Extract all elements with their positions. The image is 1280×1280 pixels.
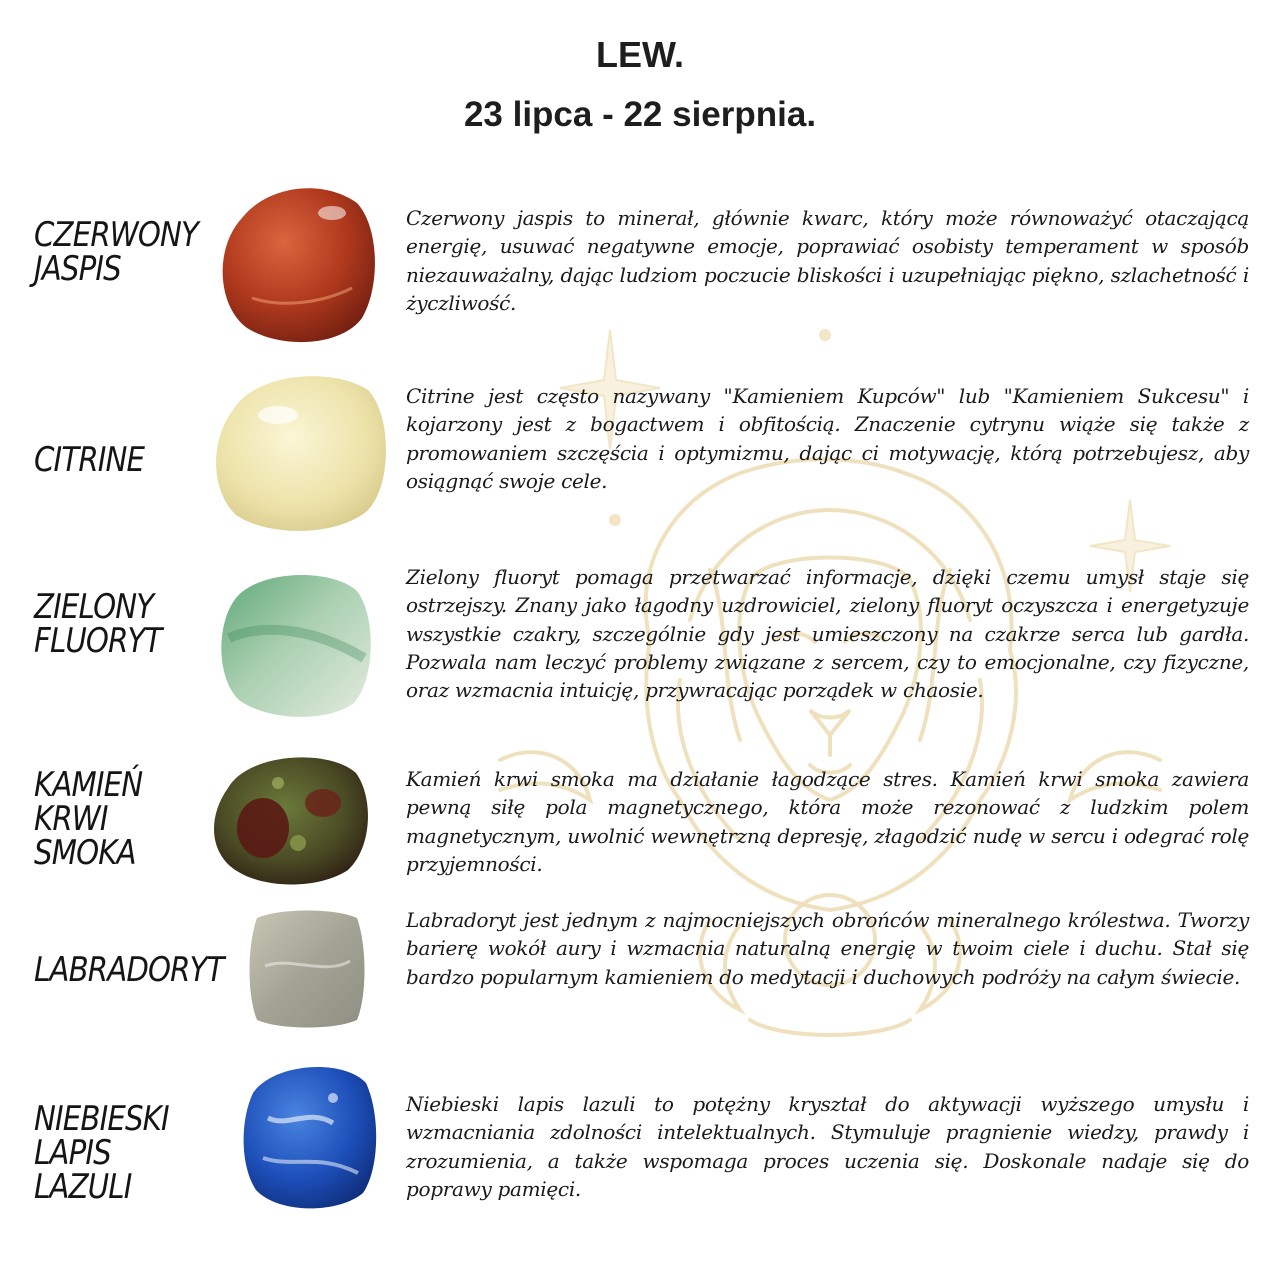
citrine-stone-icon: [208, 365, 392, 537]
header: [0, 30, 1280, 140]
stone-name: LABRADORYT: [34, 950, 224, 990]
zodiac-sign-title: LEW.: [596, 34, 684, 75]
stone-name: NIEBIESKI LAPIS LAZULI: [34, 1099, 169, 1207]
stone-name: KAMIEŃ KRWI SMOKA: [34, 765, 143, 873]
labradorite-stone-icon: [245, 906, 367, 1032]
zodiac-date-range: 23 lipca - 22 sierpnia.: [463, 95, 817, 134]
stone-description: Czerwony jaspis to minerał, głównie kwarc, który może równoważyć otaczającą energię, usuwać negatywne emocje, poprawiać osobisty temperament w sposób niezauważalny, dając ludziom poczucie bliskości i uzupełniając piękno, szlachetność i życzliwość.: [406, 206, 1249, 315]
stone-name: CITRINE: [34, 440, 145, 480]
red-jasper-stone-icon: [212, 178, 378, 348]
stone-description: Labradoryt jest jednym z najmocniejszych obrońców mineralnego królestwa. Tworzy barierę wokół aury i wzmacnia naturalną energię w twoim ciele i duchu. Stał się bardzo popularnym kamieniem do medytacji i duchowych podróży na całym świecie.: [406, 908, 1249, 989]
dragon-blood-stone-icon: [208, 748, 372, 888]
stone-name: ZIELONY FLUORYT: [34, 587, 162, 661]
stone-description: Zielony fluoryt pomaga przetwarzać informacje, dzięki czemu umysł staje się ostrzejszy. Znany jako łagodny uzdrowiciel, zielony fluoryt oczyszcza i energetyzuje wszystkie czakry, szczególnie gdy jest umieszczony na czakrze serca lub gardła. Pozwala nam leczyć problemy związane z sercem, czy to emocjonalne, czy fizyczne, oraz wzmacnia intuicję, przywracając porządek w chaosie.: [406, 565, 1249, 703]
stone-description: Citrine jest często nazywany "Kamieniem Kupców" lub "Kamieniem Sukcesu" i kojarzony jest z bogactwem i obfitością. Znaczenie cytrynu wiąże się także z promowaniem szczęścia i optymizmu, dając ci motywację, którą potrzebujesz, aby osiągnąć swoje cele.: [406, 384, 1249, 493]
stone-description: Kamień krwi smoka ma działanie łagodzące stres. Kamień krwi smoka zawiera pewną siłę pola magnetycznego, która może rezonować z ludzkim polem magnetycznym, uwolnić wewnętrzną depresję, złagodzić nudę w sercu i odegrać rolę przyjemności.: [406, 767, 1249, 876]
green-fluorite-stone-icon: [214, 568, 374, 720]
stone-name: CZERWONY JASPIS: [34, 215, 199, 289]
stone-description: Niebieski lapis lazuli to potężny kryształ do aktywacji wyższego umysłu i wzmacniania zdolności intelektualnych. Stymuluje pragnienie wiedzy, prawdy i zrozumienia, a także wspomaga proces uczenia się. Doskonale nadaje się do poprawy pamięci.: [406, 1092, 1249, 1201]
lapis-lazuli-stone-icon: [238, 1058, 380, 1214]
